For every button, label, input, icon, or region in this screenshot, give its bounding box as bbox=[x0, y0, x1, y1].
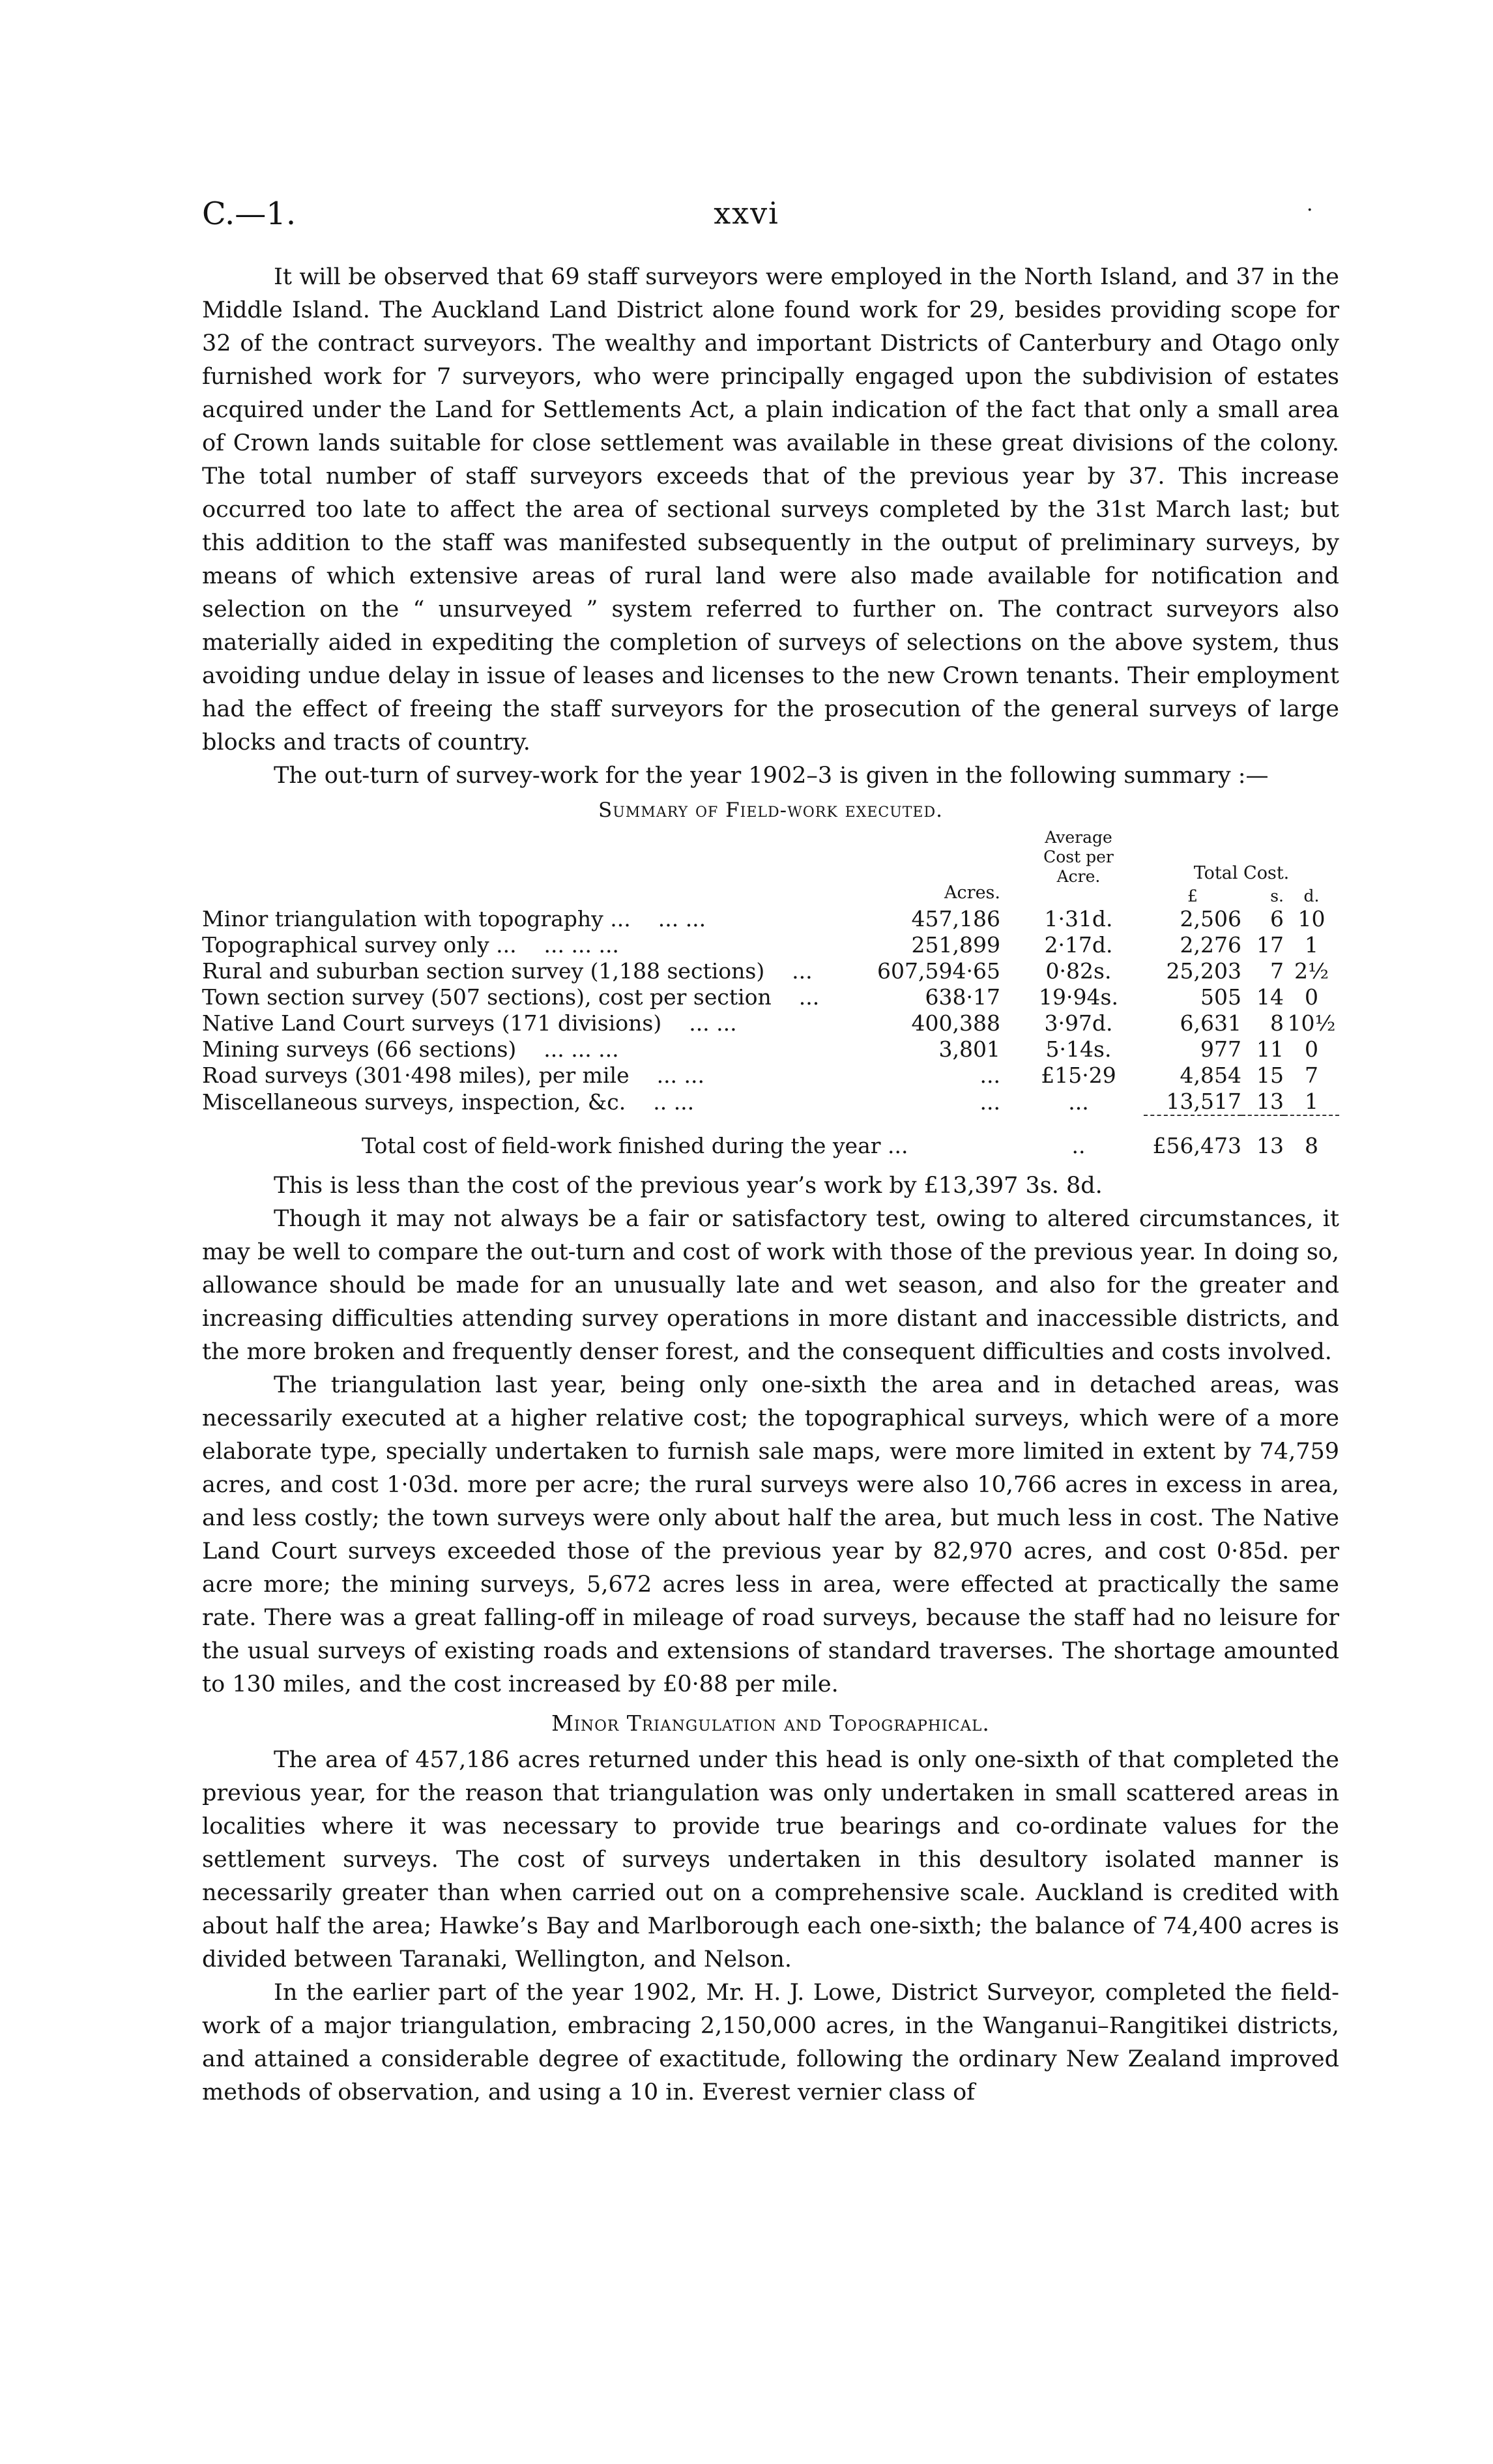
col-header-total-cost: Total Cost. bbox=[1193, 863, 1290, 883]
summary-subheader-row bbox=[202, 887, 1339, 906]
paragraph: The area of 457,186 acres returned under this head is only one-sixth of that completed the previous year, for the reason that triangulation was only undertaken in small scattered areas in localities where it was necessary to provide true bearings and co-ordinate values for the settlement surveys. The cost of surveys undertaken in this desultory isolated manner is necessarily greater than when carried out on a comprehensive scale. Auckland is credited with about half the area; Hawke’s Bay and Marlborough each one-sixth; the balance of 74,400 acres is divided between Taranaki, Wellington, and Nelson. bbox=[202, 1747, 1339, 1973]
paragraph: It will be observed that 69 staff surveyors were employed in the North Island, and 37 in the Middle Island. The Auckland Land District alone found work for 29, besides providing scope for 32 of the contract surveyors. The wealthy and important Districts of Canterbury and Otago only furnished work for 7 surveyors, who were principally engaged upon the subdivision of estates acquired under the Land for Settlements Act, a plain indication of the fact that only a small area of Crown lands suitable for close settlement was available in these great divisions of the colony. The total number of staff surveyors exceeds that of the previous year by 37. This increase occurred too late to affect the area of sectional surveys completed by the 31st March last; but this addition to the staff was manifested subsequently in the output of preliminary surveys, by means of which extensive areas of rural land were also made available for notification and selection on the “ unsurveyed ” system referred to further on. The contract surveyors also materially aided in expediting the completion of surveys of selections on the above system, thus avoiding undue delay in issue of leases and licenses to the new Crown tenants. Their employment had the effect of freeing the staff surveyors for the prosecution of the general surveys of large blocks and tracts of country. bbox=[202, 264, 1339, 755]
paragraph: The triangulation last year, being only one-sixth the area and in detached areas, was necessarily executed at a higher relative cost; the topographical surveys, which were of a more elaborate type, specially undertaken to furnish sale maps, were more limited in extent by 74,759 acres, and cost 1·03d. more per acre; the rural surveys were also 10,766 acres in excess in area, and less costly; the town surveys were only about half the area, but much less in cost. The Native Land Court surveys exceeded those of the previous year by 82,970 acres, and cost 0·85d. per acre more; the mining surveys, 5,672 acres less in area, were effected at practically the same rate. There was a great falling-off in mileage of road surveys, because the staff had no leisure for the usual surveys of existing roads and extensions of standard traverses. The shortage amounted to 130 miles, and the cost increased by £0·88 per mile. bbox=[202, 1372, 1339, 1697]
page-header bbox=[0, 196, 1493, 235]
table-row: Minor triangulation with topography ... ... ... 457,186 1·31d. 2,506 6 10 bbox=[202, 906, 1326, 931]
paragraph: This is less than the cost of the previous year’s work by £13,397 3s. 8d. bbox=[274, 1173, 1103, 1199]
section-heading: Minor Triangulation and Topographical. bbox=[551, 1710, 990, 1736]
table-row: Town section survey (507 sections), cost per section ... 638·17 19·94s. 505 14 0 bbox=[202, 984, 1318, 1010]
table-row: Rural and suburban section survey (1,188 sections) ... 607,594·65 0·82s. 25,203 7 2½ bbox=[202, 958, 1329, 984]
table-row: Native Land Court surveys (171 divisions) ... ... 400,388 3·97d. 6,631 8 10½ bbox=[202, 1010, 1336, 1036]
col-header-pound: £ bbox=[1187, 887, 1198, 905]
paragraph: Though it may not always be a fair or satisfactory test, owing to altered circumstances, it may be well to compare the out-turn and cost of work with those of the previous year. In doing so, allowance should be made for an unusually late and wet season, and also for the greater and increasing difficulties attending survey operations in more distant and inaccessible districts, and the more broken and frequently denser forest, and the consequent difficulties and costs involved. bbox=[202, 1206, 1339, 1365]
table-row: Mining surveys (66 sections) ... ... ... 3,801 5·14s. 977 11 0 bbox=[202, 1036, 1318, 1062]
table-row: Topographical survey only ... ... ... ... 251,899 2·17d. 2,276 17 1 bbox=[202, 932, 1318, 958]
page-body bbox=[202, 261, 1339, 2109]
table-row: Road surveys (301·498 miles), per mile ... ... ... £15·29 4,854 15 7 bbox=[202, 1063, 1318, 1088]
table-total-row: Total cost of field-work finished during the year ... .. £56,473 13 8 bbox=[202, 1115, 1339, 1159]
page-number: xxvi bbox=[714, 196, 779, 231]
col-header-pence: d. bbox=[1303, 887, 1320, 905]
page-mark: · bbox=[1307, 199, 1313, 222]
col-header-shillings: s. bbox=[1270, 887, 1284, 905]
paragraph: In the earlier part of the year 1902, Mr. H. J. Lowe, District Surveyor, completed the field-work of a major triangulation, embracing 2,150,000 acres, in the Wanganui–Rangitikei districts, and attained a considerable degree of exactitude, following the ordinary New Zealand improved methods of observation, and using a 10 in. Everest vernier class of bbox=[202, 1980, 1339, 2105]
summary-header-row bbox=[202, 828, 1339, 887]
table-row: Miscellaneous surveys, inspection, &c. .. ... ... ... 13,517 13 1 bbox=[202, 1089, 1318, 1115]
col-header-acres: Acres. bbox=[944, 883, 1000, 903]
col-header-average: Average Cost per Acre. bbox=[1043, 828, 1114, 886]
document-reference: C.—1. bbox=[202, 196, 297, 232]
summary-table bbox=[202, 828, 1339, 1159]
paragraph: The out-turn of survey-work for the year 1902–3 is given in the following summary :— bbox=[274, 763, 1269, 789]
summary-table-title: Summary of Field-work executed. bbox=[598, 799, 943, 822]
